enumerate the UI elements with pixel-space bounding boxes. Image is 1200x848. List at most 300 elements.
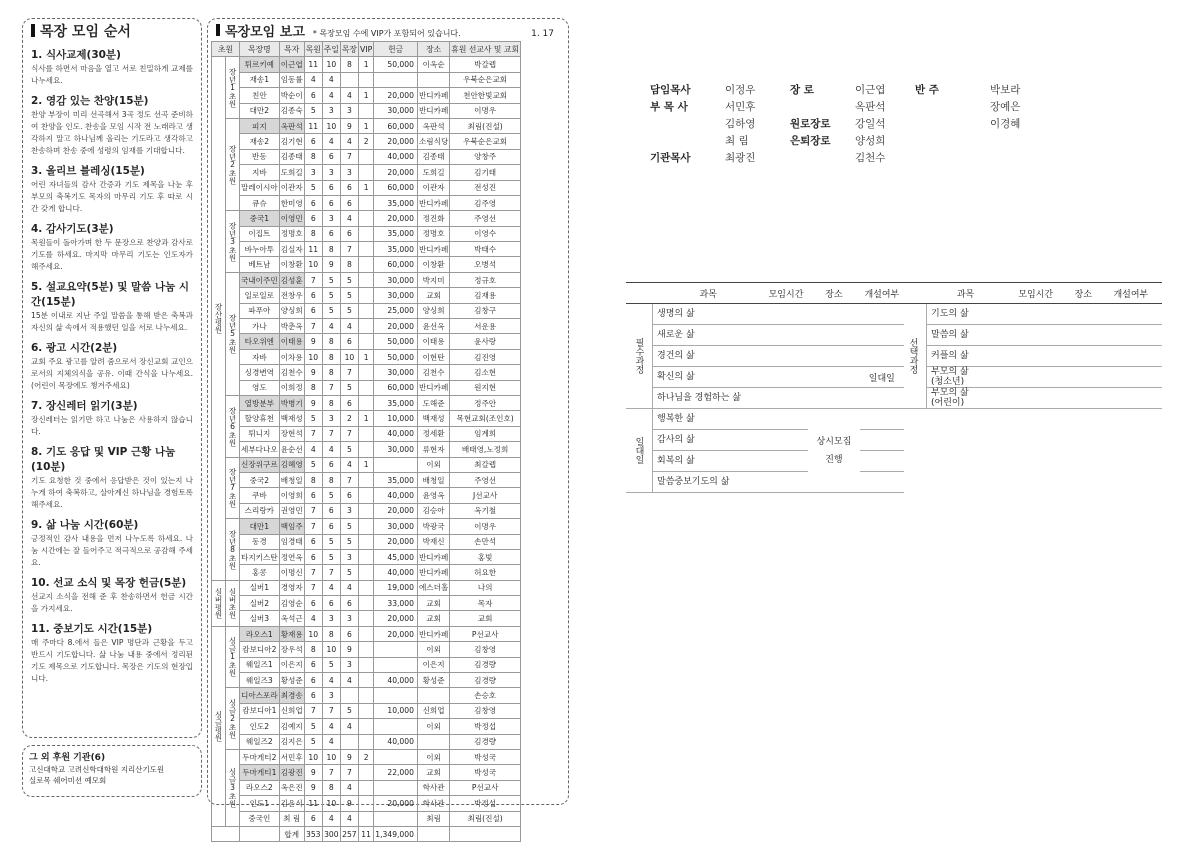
table-cell: 교회 [417, 288, 449, 303]
table-cell: 7 [322, 380, 340, 395]
table-cell: 한미영 [279, 195, 304, 210]
table-row [212, 719, 521, 734]
table-cell: 전성진 [450, 180, 521, 195]
staff-name: 최광진 [725, 152, 756, 164]
table-cell: 박성국 [450, 765, 521, 780]
table-cell: 3 [340, 103, 358, 118]
table-cell: 박성국 [450, 749, 521, 764]
table-cell: 2 [358, 134, 373, 149]
table-row [212, 626, 521, 641]
table-cell: 목현교회(조인호) [450, 411, 521, 426]
table-row [212, 457, 521, 472]
table-cell: 옥은진 [279, 780, 304, 795]
table-cell: 이태용 [279, 334, 304, 349]
table-cell: 4 [322, 319, 340, 334]
course-row [900, 346, 1162, 367]
table-cell: 실버3 [240, 611, 280, 626]
table-cell: 40,000 [374, 734, 418, 749]
table-cell: 이외 [417, 749, 449, 764]
course-name: 기도의 삶 [927, 304, 1005, 325]
table-cell: 임동률 [279, 72, 304, 87]
report-title: 목장모임 보고 [225, 25, 305, 40]
course-row [626, 304, 904, 325]
table-cell: 웨일즈1 [240, 657, 280, 672]
table-cell: 정세환 [417, 426, 449, 441]
table-cell: 10 [304, 257, 322, 272]
table-cell: 10 [304, 626, 322, 641]
table-cell: 반디카페 [417, 626, 449, 641]
table-cell: 임계희 [450, 426, 521, 441]
table-cell: 친안 [240, 88, 280, 103]
table-row [212, 673, 521, 688]
course-name: 새로운 삶 [653, 325, 764, 346]
table-cell: 30,000 [374, 519, 418, 534]
table-cell: 20,000 [374, 134, 418, 149]
chowon-cell: 장년5초원 [226, 272, 240, 395]
table-cell: 옥판석 [417, 118, 449, 133]
table-cell: 6 [322, 503, 340, 518]
staff-name: 이경혜 [990, 118, 1021, 130]
table-cell: 3 [322, 411, 340, 426]
table-cell: 6 [322, 596, 340, 611]
table-cell: 4 [340, 780, 358, 795]
table-cell: 이영수 [450, 226, 521, 241]
table-cell: 22,000 [374, 765, 418, 780]
course-column-header: 과목 [653, 283, 764, 304]
table-cell: 최 림 [279, 811, 304, 826]
table-cell: 소림식당 [417, 134, 449, 149]
table-cell: 일로일로 [240, 288, 280, 303]
table-cell: 백재성 [279, 411, 304, 426]
table-cell [358, 365, 373, 380]
table-cell: 황성준 [417, 673, 449, 688]
table-cell: 5 [304, 734, 322, 749]
table-cell: 35,000 [374, 472, 418, 487]
order-item [31, 444, 193, 511]
column-header: VIP [358, 42, 373, 57]
table-cell: 6 [304, 195, 322, 210]
chowon-cell: 장년3초원 [226, 211, 240, 273]
table-cell: 이관자 [279, 180, 304, 195]
table-cell [417, 734, 449, 749]
table-cell: 2 [358, 749, 373, 764]
table-cell [358, 195, 373, 210]
table-cell: 큐슈 [240, 195, 280, 210]
table-cell: 7 [340, 149, 358, 164]
course-column-header: 개설여부 [1100, 283, 1162, 304]
table-cell: 30,000 [374, 288, 418, 303]
table-row [212, 334, 521, 349]
total-vip: 11 [358, 826, 373, 841]
table-cell: 1 [358, 88, 373, 103]
column-header: 목장명 [240, 42, 280, 57]
table-cell: 김경량 [450, 734, 521, 749]
table-cell: 6 [304, 534, 322, 549]
order-item [31, 93, 193, 157]
table-cell: 옥석근 [279, 611, 304, 626]
order-item-heading: 5. 설교요약(5분) 및 말씀 나눔 시간(15분) [31, 281, 190, 308]
table-cell: 배청일 [279, 472, 304, 487]
table-cell: 3 [322, 688, 340, 703]
table-cell: 신희업 [417, 703, 449, 718]
table-row [212, 796, 521, 811]
table-row [212, 780, 521, 795]
table-cell: 이명신 [279, 565, 304, 580]
table-cell [358, 149, 373, 164]
table-cell: 인도1 [240, 796, 280, 811]
table-cell: 김천수 [279, 365, 304, 380]
table-cell: 25,000 [374, 303, 418, 318]
table-cell: 1 [358, 118, 373, 133]
support-box [22, 745, 202, 797]
table-cell: 6 [322, 149, 340, 164]
table-cell: 윤선옥 [417, 319, 449, 334]
table-cell [358, 534, 373, 549]
table-cell: 교회 [450, 611, 521, 626]
order-item [31, 621, 193, 685]
table-cell: 4 [322, 442, 340, 457]
table-cell: 3 [322, 211, 340, 226]
table-cell: 대만2 [240, 103, 280, 118]
course-name: 확신의 삶 [653, 367, 764, 388]
table-cell: 60,000 [374, 118, 418, 133]
table-cell: 이창환 [417, 257, 449, 272]
table-cell: 6 [304, 549, 322, 564]
table-row [212, 580, 521, 595]
table-cell: 7 [322, 765, 340, 780]
table-cell: 5 [304, 719, 322, 734]
table-cell: 60,000 [374, 257, 418, 272]
table-cell: 이희정 [279, 380, 304, 395]
table-row [212, 257, 521, 272]
course-row [626, 430, 904, 451]
table-cell: 박병기 [279, 395, 304, 410]
table-cell [358, 673, 373, 688]
table-cell [358, 442, 373, 457]
table-cell: 반디카페 [417, 380, 449, 395]
course-category: 필수과정 [626, 304, 653, 409]
table-cell [358, 488, 373, 503]
table-cell: 우북순은교회 [450, 72, 521, 87]
table-cell: 베트남 [240, 257, 280, 272]
order-item-heading: 10. 선교 소식 및 목장 헌금(5분) [31, 577, 187, 589]
table-cell: 5 [322, 303, 340, 318]
order-item-heading: 3. 올리브 블레싱(15분) [31, 165, 145, 177]
table-cell: 8 [304, 642, 322, 657]
order-item-heading: 6. 광고 시간(2분) [31, 342, 118, 354]
course-name: 생명의 삶 [653, 304, 764, 325]
table-cell: 6 [340, 226, 358, 241]
table-cell [358, 549, 373, 564]
table-cell: 교회 [417, 596, 449, 611]
table-cell: 주영선 [450, 472, 521, 487]
table-cell: 캄보디아1 [240, 703, 280, 718]
table-cell [358, 565, 373, 580]
table-row [212, 642, 521, 657]
table-row [212, 611, 521, 626]
table-cell: 50,000 [374, 349, 418, 364]
table-cell: 정주안 [450, 395, 521, 410]
order-item [31, 517, 193, 569]
table-cell [374, 72, 418, 87]
table-cell: 6 [340, 195, 358, 210]
table-cell: 4 [304, 72, 322, 87]
table-cell: 4 [340, 88, 358, 103]
table-cell [358, 796, 373, 811]
staff-name: 강일석 [855, 118, 886, 130]
table-cell: 나의 [450, 580, 521, 595]
table-cell: 11 [304, 242, 322, 257]
table-cell: 김종태 [279, 149, 304, 164]
table-cell: 가나 [240, 319, 280, 334]
report-date: 1. 17 [531, 29, 554, 39]
table-row [212, 211, 521, 226]
table-cell: 이근엽 [279, 57, 304, 72]
table-cell: 9 [304, 780, 322, 795]
table-cell: 6 [322, 457, 340, 472]
table-cell: 35,000 [374, 195, 418, 210]
column-header: 휴원 선교사 및 교회 [450, 42, 521, 57]
table-cell: 이명우 [450, 519, 521, 534]
table-cell: 우북순은교회 [450, 134, 521, 149]
table-row [212, 149, 521, 164]
table-cell: 이외 [417, 457, 449, 472]
course-table-required [626, 282, 904, 493]
table-cell: 35,000 [374, 226, 418, 241]
table-row [212, 349, 521, 364]
column-header: 목원 [304, 42, 322, 57]
table-cell: 5 [304, 411, 322, 426]
table-cell: 양싱희 [417, 303, 449, 318]
table-cell: 11 [304, 118, 322, 133]
table-cell: 8 [304, 226, 322, 241]
table-cell: 8 [340, 257, 358, 272]
total-label: 합계 [279, 826, 304, 841]
table-cell [358, 719, 373, 734]
table-cell [374, 688, 418, 703]
table-cell: 6 [304, 288, 322, 303]
table-cell: 실버2 [240, 596, 280, 611]
table-cell: 박광국 [417, 519, 449, 534]
table-cell: 이차용 [279, 349, 304, 364]
table-cell: 10 [304, 349, 322, 364]
table-cell: 대만1 [240, 519, 280, 534]
course-row [626, 409, 904, 430]
table-cell: 10 [340, 349, 358, 364]
table-cell: 8 [304, 149, 322, 164]
course-row [900, 325, 1162, 346]
table-cell: 3 [340, 503, 358, 518]
course-category: 선택과정 [900, 304, 927, 409]
total-row [212, 826, 521, 841]
table-cell [358, 657, 373, 672]
table-cell: 6 [304, 596, 322, 611]
table-cell: 5 [340, 442, 358, 457]
table-cell [358, 272, 373, 287]
table-cell: 이집트 [240, 226, 280, 241]
table-cell: 디아스포라 [240, 688, 280, 703]
table-cell: 재송2 [240, 134, 280, 149]
table-row [212, 288, 521, 303]
column-header: 헌금 [374, 42, 418, 57]
table-cell [374, 657, 418, 672]
table-row [212, 503, 521, 518]
table-cell: 김진영 [450, 349, 521, 364]
table-cell: 말레이시아 [240, 180, 280, 195]
table-cell: 20,000 [374, 88, 418, 103]
table-cell: 9 [340, 118, 358, 133]
table-cell: 3 [322, 165, 340, 180]
table-cell: 김종숙 [279, 103, 304, 118]
table-cell: 30,000 [374, 365, 418, 380]
table-cell [374, 780, 418, 795]
table-cell: 6 [340, 596, 358, 611]
table-cell: 타지키스탄 [240, 549, 280, 564]
chowon-cell: 실버초원 [226, 580, 240, 626]
course-name: 행복한 삶 [653, 409, 764, 430]
table-cell: 튀니지 [240, 426, 280, 441]
table-cell: 50,000 [374, 57, 418, 72]
table-cell: 9 [340, 642, 358, 657]
report-note: * 목장모임 수에 VIP가 포함되어 있습니다. [312, 29, 461, 38]
table-cell: 라오스2 [240, 780, 280, 795]
table-row [212, 195, 521, 210]
table-cell: 김천수 [417, 365, 449, 380]
table-cell: 7 [304, 703, 322, 718]
table-cell: 7 [340, 765, 358, 780]
table-cell [358, 319, 373, 334]
table-cell: 33,000 [374, 596, 418, 611]
table-cell: 6 [340, 626, 358, 641]
table-row [212, 303, 521, 318]
table-cell: 9 [304, 765, 322, 780]
table-cell: 20,000 [374, 626, 418, 641]
table-cell: 목자 [450, 596, 521, 611]
support-line: 실로목 쉐어미션 예모회 [29, 776, 107, 785]
table-cell: 40,000 [374, 565, 418, 580]
table-cell [340, 72, 358, 87]
table-cell: 김창구 [450, 303, 521, 318]
table-cell: 튀르키예 [240, 57, 280, 72]
table-cell [358, 226, 373, 241]
table-row [212, 749, 521, 764]
table-cell: 박재신 [417, 534, 449, 549]
table-cell [358, 611, 373, 626]
table-cell: 7 [322, 703, 340, 718]
table-cell: 이영희 [279, 488, 304, 503]
table-cell: 박지미 [417, 272, 449, 287]
table-cell [358, 303, 373, 318]
table-cell: 이은지 [279, 657, 304, 672]
table-cell: 서민후 [279, 749, 304, 764]
table-cell: 7 [340, 426, 358, 441]
table-cell: 8 [322, 395, 340, 410]
course-row [900, 304, 1162, 325]
table-cell: 7 [304, 503, 322, 518]
table-cell: 20,000 [374, 319, 418, 334]
staff-name: 양성희 [855, 135, 886, 147]
meeting-order-box [22, 18, 202, 738]
table-row [212, 180, 521, 195]
table-cell [358, 426, 373, 441]
table-cell: 8 [322, 626, 340, 641]
right-page [600, 0, 1200, 848]
table-cell: 중국2 [240, 472, 280, 487]
table-cell: 이명우 [450, 103, 521, 118]
table-cell [358, 288, 373, 303]
table-cell: 배청일 [417, 472, 449, 487]
support-line: 고신대학교 고려신학대학원 지리산기도원 [29, 765, 165, 774]
table-cell: 박춘옥 [279, 319, 304, 334]
course-name: 부모의 삶 (어린이) [927, 388, 1005, 409]
staff-name: 서민후 [725, 101, 756, 113]
table-cell: 김실자 [279, 242, 304, 257]
column-header: 목장 [340, 42, 358, 57]
table-cell: 4 [322, 134, 340, 149]
table-cell: 박정섭 [450, 719, 521, 734]
order-item [31, 279, 193, 334]
table-cell: 이관자 [417, 180, 449, 195]
table-cell [358, 103, 373, 118]
table-cell: 장우석 [279, 642, 304, 657]
course-note: 일대일 [860, 367, 904, 388]
table-cell: 박갈렙 [450, 57, 521, 72]
chowon-cell: 장년1초원 [226, 57, 240, 119]
course-row [626, 472, 904, 493]
table-cell: 4 [322, 88, 340, 103]
table-cell: 옥판석 [279, 118, 304, 133]
column-header: 주일 [322, 42, 340, 57]
table-row [212, 426, 521, 441]
staff-name: 김하영 [725, 118, 756, 130]
table-row [212, 165, 521, 180]
table-row [212, 519, 521, 534]
table-cell [358, 334, 373, 349]
table-cell: 이옥순 [417, 57, 449, 72]
report-table [211, 41, 521, 842]
course-name: 말씀중보기도의 삶 [653, 472, 764, 493]
table-cell: 6 [304, 673, 322, 688]
staff-role: 부 목 사 [650, 101, 688, 113]
table-cell: 최림(진설) [450, 118, 521, 133]
table-row [212, 811, 521, 826]
order-item-heading: 1. 식사교제(30분) [31, 49, 121, 61]
table-cell: 45,000 [374, 549, 418, 564]
table-cell: 김재용 [450, 288, 521, 303]
table-row [212, 534, 521, 549]
table-cell: 4 [340, 580, 358, 595]
table-cell: 김은식 [279, 796, 304, 811]
total-sunday: 300 [322, 826, 340, 841]
table-cell: 8 [322, 242, 340, 257]
table-cell: 신희업 [279, 703, 304, 718]
table-cell: 6 [322, 519, 340, 534]
table-cell: 6 [304, 211, 322, 226]
table-cell: 10 [322, 57, 340, 72]
table-cell: 4 [304, 442, 322, 457]
table-cell: 7 [304, 272, 322, 287]
table-cell: 파푸아 [240, 303, 280, 318]
table-cell: 서운용 [450, 319, 521, 334]
course-name: 하나님을 경험하는 삶 [653, 388, 764, 409]
table-row [212, 703, 521, 718]
table-cell: 중국인 [240, 811, 280, 826]
table-cell: 김승아 [417, 503, 449, 518]
table-cell: 6 [340, 334, 358, 349]
table-cell: 4 [322, 719, 340, 734]
table-row [212, 134, 521, 149]
chowon-cell: 싱글1초원 [226, 626, 240, 688]
